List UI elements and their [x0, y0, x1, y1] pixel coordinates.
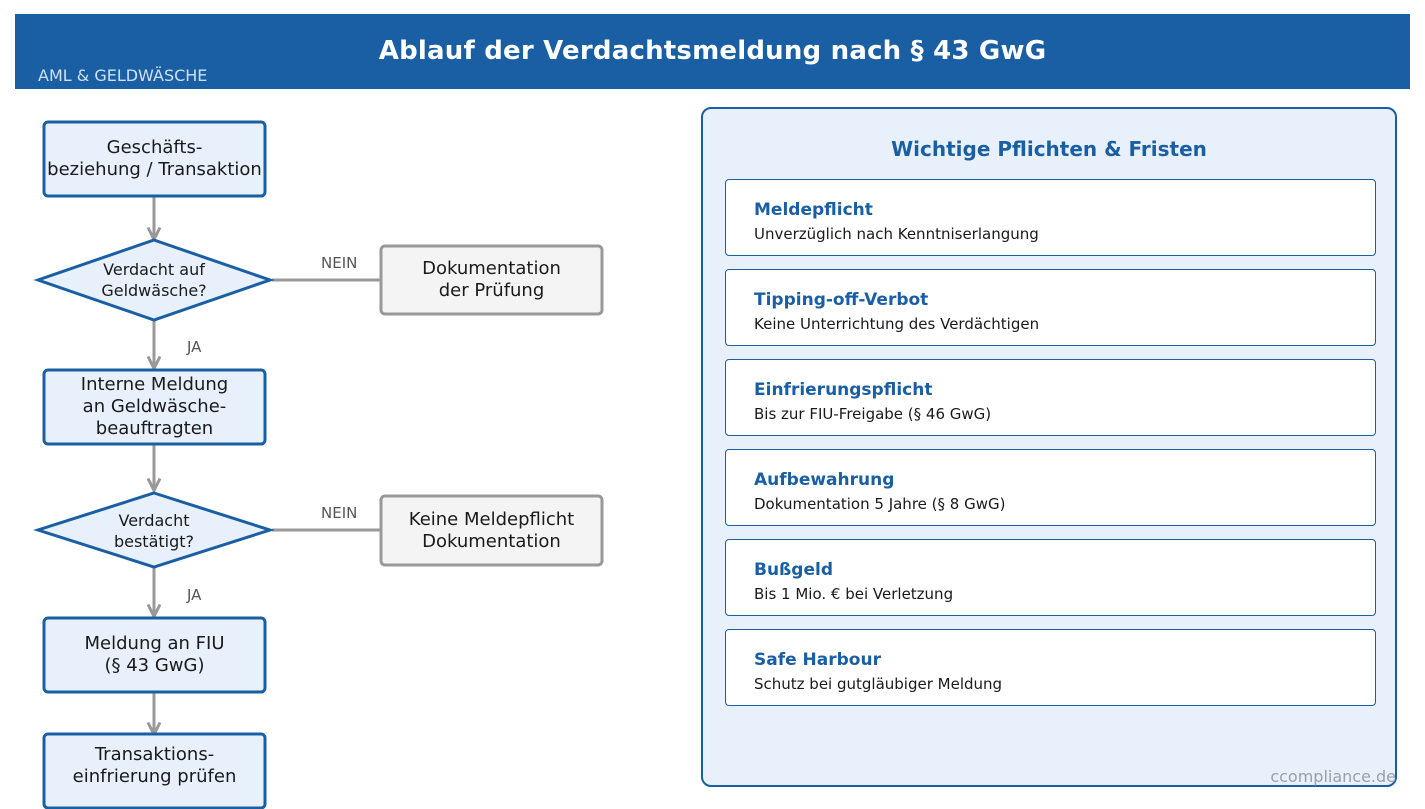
obligation-desc: Keine Unterrichtung des Verdächtigen: [754, 315, 1040, 333]
panel-title: Wichtige Pflichten & Fristen: [891, 137, 1207, 161]
edge-label-yes-2: JA: [187, 586, 202, 604]
obligation-card: [725, 269, 1376, 346]
obligation-card: [725, 449, 1376, 526]
obligation-title: Meldepflicht: [754, 200, 873, 220]
node-start-label: Geschäfts- beziehung / Transaktion: [47, 137, 262, 180]
page-title: Ablauf der Verdachtsmeldung nach § 43 GwG: [378, 36, 1047, 66]
node-decision1-label: Verdacht auf Geldwäsche?: [101, 260, 207, 300]
obligation-card: [725, 629, 1376, 706]
obligation-desc: Unverzüglich nach Kenntniserlangung: [754, 225, 1039, 243]
node-fiu-label: Meldung an FIU (§ 43 GwG): [84, 633, 225, 676]
category-label: AML & GELDWÄSCHE: [38, 66, 208, 85]
obligation-title: Bußgeld: [754, 560, 833, 580]
obligation-card: [725, 359, 1376, 436]
obligation-desc: Dokumentation 5 Jahre (§ 8 GwG): [754, 495, 1006, 513]
edge-label-no-1: NEIN: [321, 254, 358, 272]
obligation-desc: Schutz bei gutgläubiger Meldung: [754, 675, 1003, 693]
node-freeze-label: Transaktions- einfrierung prüfen: [72, 744, 237, 787]
obligations-panel: [701, 107, 1397, 787]
node-internal-label: Interne Meldung an Geldwäsche- beauftragten: [80, 374, 229, 439]
edge-label-no-2: NEIN: [321, 504, 358, 522]
obligation-desc: Bis 1 Mio. € bei Verletzung: [754, 585, 954, 603]
obligation-title: Einfrierungspflicht: [754, 380, 933, 400]
obligation-title: Tipping-off-Verbot: [754, 290, 929, 310]
edge-label-yes-1: JA: [187, 338, 202, 356]
node-doc2-label: Keine Meldepflicht Dokumentation: [408, 508, 575, 552]
obligation-title: Aufbewahrung: [754, 470, 895, 490]
obligation-card: [725, 179, 1376, 256]
node-decision2-label: Verdacht bestätigt?: [113, 511, 195, 551]
obligation-desc: Bis zur FIU-Freigabe (§ 46 GwG): [754, 405, 992, 423]
brand-footer: ccompliance.de: [1270, 767, 1396, 786]
obligation-title: Safe Harbour: [754, 650, 881, 670]
node-doc1-label: Dokumentation der Prüfung: [422, 258, 561, 301]
obligation-card: [725, 539, 1376, 616]
